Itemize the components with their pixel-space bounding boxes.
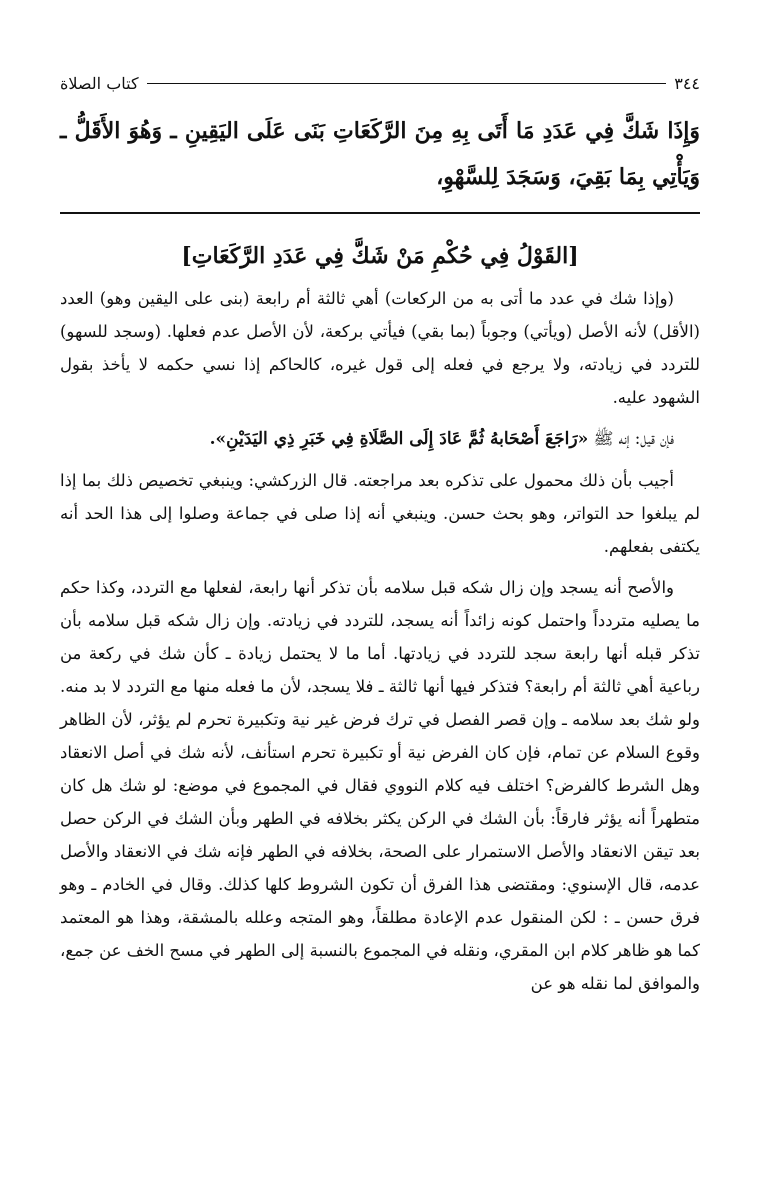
hadith-quote: «رَاجَعَ أَصْحَابهُ ثُمَّ عَادَ إِلَى الصَّلَاةِ فِي خَبَرِ ذِي اليَدَيْنِ». (209, 429, 589, 449)
book-title: كتاب الصلاة (60, 73, 139, 93)
commentary-paragraph-3: أجيب بأن ذلك محمول على تذكره بعد مراجعته. قال الزركشي: وينبغي تخصيص ذلك بما إذا لم يبلغوا حد التواتر، وهو بحث حسن. وينبغي أنه إذا صلى في جماعة وصلوا إلى هذا الحد أنه يكتفى بفعلهم. (60, 471, 700, 556)
page (60, 72, 700, 1000)
section-heading: [القَوْلُ فِي حُكْمِ مَنْ شَكَّ فِي عَدَدِ الرَّكَعَاتِ] (181, 243, 579, 269)
header-rule (147, 83, 667, 84)
page-number: ٣٤٤ (674, 73, 700, 93)
matn-divider (60, 212, 700, 214)
matn-text: وَإِذَا شَكَّ فِي عَدَدِ مَا أَتَى بِهِ مِنَ الرَّكَعَاتِ بَنَى عَلَى اليَقِينِ ـ وَهُوَ الأَقَلُّ ـ وَيَأْتِي بِمَا بَقِيَ، وَسَجَدَ لِلسَّهْوِ، (60, 118, 700, 190)
objection-prefix: فإن قيل: إنه ﷺ (588, 429, 674, 448)
running-header (60, 72, 700, 94)
commentary-paragraph-2 (60, 422, 700, 456)
commentary-paragraph-4: والأصح أنه يسجد وإن زال شكه قبل سلامه بأن تذكر أنها رابعة، لفعلها مع التردد، وكذا حكم ما يصليه متردداً واحتمل كونه زائداً أنه يسجد، للتردد في زيادته. وإن زال شكه قبل سلامه بأن تذكر قبله أنها رابعة سجد للتردد في زيادتها. أما ما لا يحتمل زيادة ـ كأن شك في ركعة من رباعية أهي ثالثة أم رابعة؟ فتذكر فيها أنها ثالثة ـ فلا يسجد، لأن ما فعله منها مع التردد لا بد منه. ولو شك بعد سلامه ـ وإن قصر الفصل في ترك فرض غير نية وتكبيرة تحرم لم يؤثر، لأن الظاهر وقوع السلام عن تمام، فإن كان الفرض نية أو تكبيرة تحرم استأنف، لأنه شك في أصل الانعقاد وهل الشرط كالفرض؟ اختلف فيه كلام النووي فقال في المجموع في موضع: لو شك هل كان متطهراً أنه يؤثر فارقاً: بأن الشك في الركن يكثر بخلافه في الطهر وبأن الشك في الركن حصل بعد تيقن الانعقاد والأصل الاستمرار على الصحة، بخلافه في الطهر فإنه شك في الانعقاد والأصل عدمه، قال الإسنوي: ومقتضى هذا الفرق أن تكون الشروط كلها كذلك. وقال في الخادم ـ وهو فرق حسن ـ : لكن المنقول عدم الإعادة مطلقاً، وهو المتجه وعلله بالمشقة، وهذا هو المعتمد كما هو ظاهر كلام ابن المقري، ونقله في المجموع بالنسبة إلى الطهر في مسح الخف عن جمع، والموافق لما نقله هو عن (60, 578, 700, 993)
commentary-paragraph-1: (وإذا شك في عدد ما أتى به من الركعات) أهي ثالثة أم رابعة (بنى على اليقين وهو) العدد (الأقل) لأنه الأصل (ويأتي) وجوباً (بما بقي) فيأتي بركعة، لأن الأصل عدم فعلها. (وسجد للسهو) للتردد في زيادته، ولا يرجع في فعله إلى قول غيره، كالحاكم إذا نسي حكمه لا يأخذ بقول الشهود عليه. (60, 289, 700, 407)
